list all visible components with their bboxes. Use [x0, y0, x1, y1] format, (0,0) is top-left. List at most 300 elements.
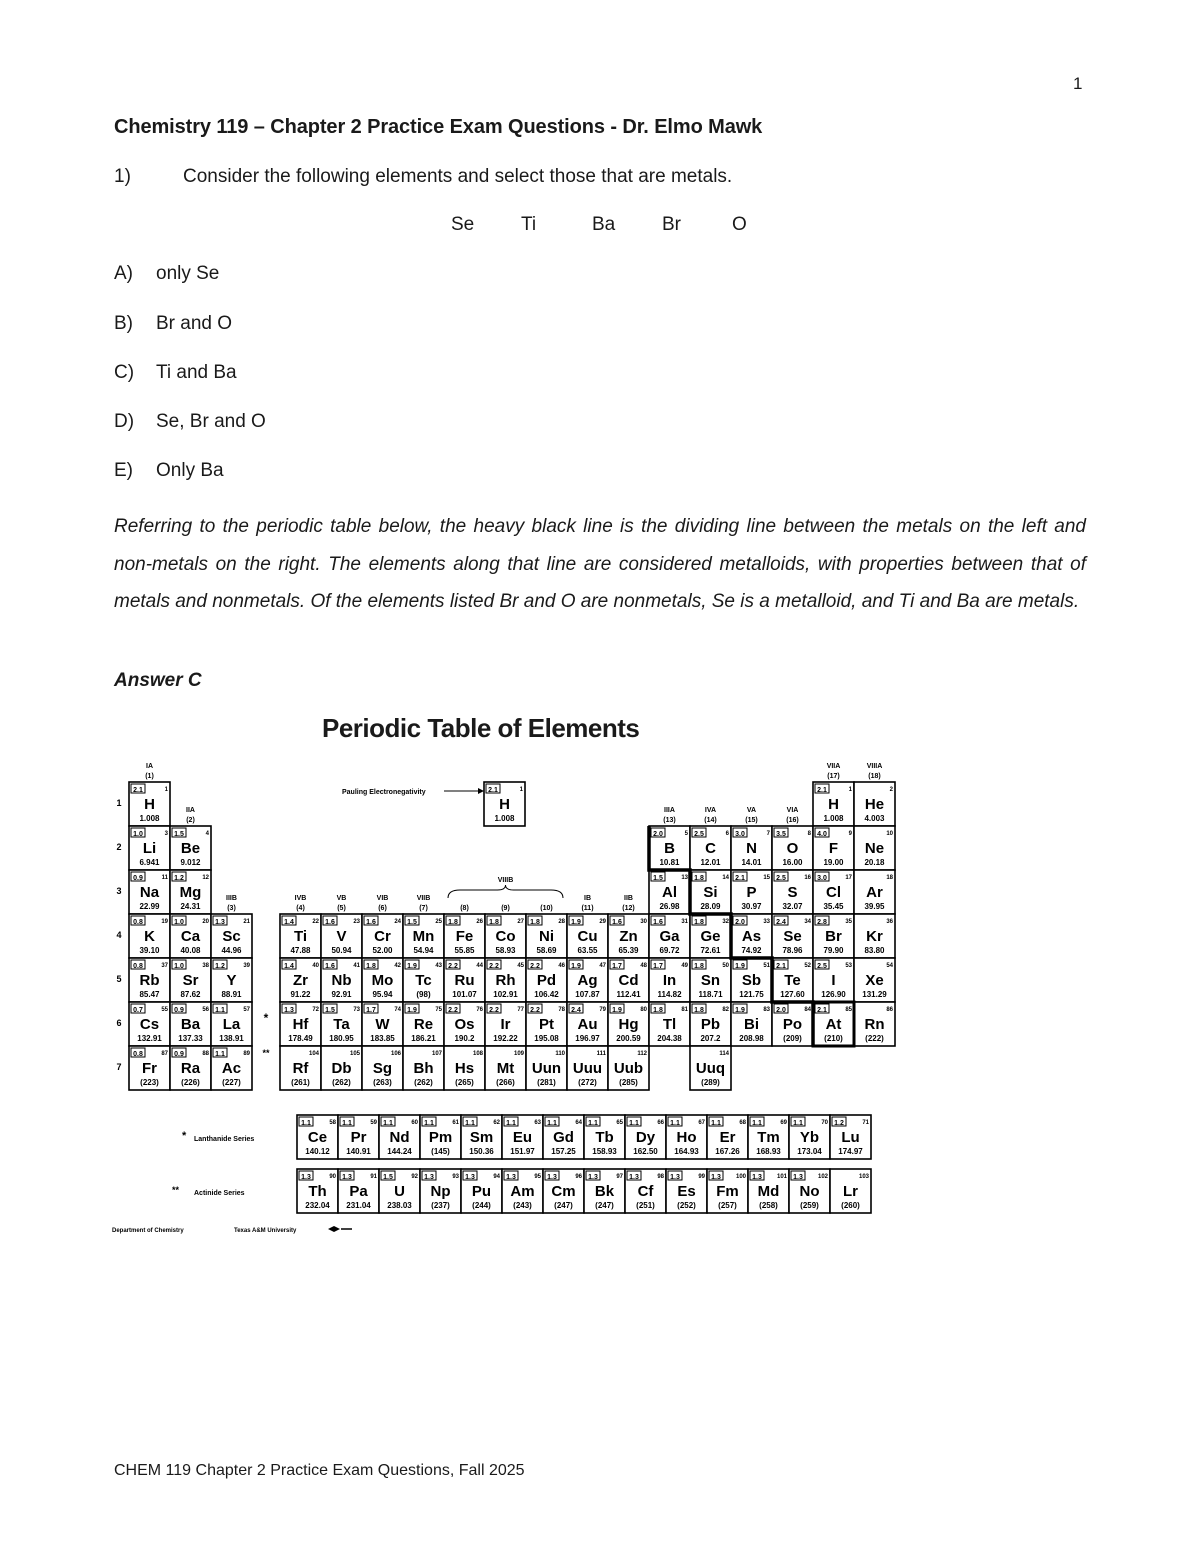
atomic-mass: 65.39	[618, 946, 639, 955]
atomic-mass: 30.97	[741, 902, 762, 911]
element-symbol: Cs	[139, 1016, 160, 1033]
electronegativity: 0.8	[133, 919, 143, 926]
atomic-mass: 40.08	[180, 946, 201, 955]
electronegativity: 1.3	[506, 1174, 516, 1181]
electronegativity: 2.1	[133, 787, 143, 794]
atomic-number: 60	[411, 1120, 418, 1126]
atomic-mass: (247)	[595, 1201, 614, 1210]
electronegativity: 1.9	[735, 963, 745, 970]
actinide-label: Actinide Series	[194, 1190, 245, 1197]
element-symbol: No	[799, 1183, 820, 1200]
group-number-label: (12)	[622, 905, 635, 912]
atomic-number: 49	[681, 963, 688, 969]
atomic-mass: 164.93	[674, 1147, 699, 1156]
period-label: 4	[116, 930, 122, 940]
element-symbol: Hs	[454, 1060, 475, 1077]
electronegativity: 2.1	[817, 1007, 827, 1014]
electronegativity: 2.1	[817, 787, 827, 794]
element-symbol: As	[741, 928, 762, 945]
atomic-number: 94	[493, 1174, 500, 1180]
atomic-number: 62	[493, 1120, 500, 1126]
electronegativity: 1.8	[694, 1007, 704, 1014]
electronegativity: 1.5	[174, 831, 184, 838]
element-symbol: Cd	[618, 972, 639, 989]
atomic-mass: 19.00	[823, 858, 844, 867]
atomic-number: 53	[845, 963, 852, 969]
atomic-number: 18	[886, 875, 893, 881]
atomic-number: 15	[763, 875, 770, 881]
group-number-label: (7)	[419, 905, 428, 912]
atomic-mass: 58.93	[495, 946, 516, 955]
atomic-mass: 157.25	[551, 1147, 576, 1156]
atomic-mass: 127.60	[780, 990, 805, 999]
answer-option-a: A) only Se	[114, 263, 220, 284]
atomic-number: 3	[164, 831, 168, 837]
atomic-number: 67	[698, 1120, 705, 1126]
electronegativity: 1.9	[571, 919, 581, 926]
electronegativity: 1.1	[383, 1120, 393, 1127]
periodic-table-title: Periodic Table of Elements	[322, 713, 640, 743]
atomic-mass: 167.26	[715, 1147, 740, 1156]
electronegativity: 1.7	[366, 1007, 376, 1014]
atomic-number: 55	[161, 1007, 168, 1013]
period-label: 3	[116, 886, 122, 896]
group-number-label: (17)	[827, 773, 840, 780]
element-symbol: H	[828, 796, 839, 813]
electronegativity: 1.4	[284, 963, 294, 970]
element-symbol: Pb	[700, 1016, 721, 1033]
lanthanide-marker: *	[263, 1011, 269, 1025]
electronegativity: 1.6	[325, 963, 335, 970]
electronegativity: 1.1	[506, 1120, 516, 1127]
atomic-number: 82	[722, 1007, 729, 1013]
atomic-mass: 88.91	[221, 990, 242, 999]
electronegativity: 1.6	[653, 919, 663, 926]
electronegativity: 3.0	[735, 831, 745, 838]
electronegativity: 1.8	[694, 963, 704, 970]
group-roman-label: IB	[584, 895, 591, 902]
element-symbol: Ho	[676, 1129, 697, 1146]
element-symbol: Sm	[469, 1129, 494, 1146]
element-symbol: Sg	[372, 1060, 393, 1077]
atomic-mass: 47.88	[290, 946, 311, 955]
electronegativity: 2.2	[530, 963, 540, 970]
atomic-number: 41	[353, 963, 360, 969]
explanation: Referring to the periodic table below, the heavy black line is the dividing line between the metals on the left and non-metals on the right. The elements along that line are considered metalloids, with properties between that of metals and nonmetals. Of the elements listed Br and O are nonmetals, Se is a metalloid, and Ti and Ba are metals.	[114, 516, 1086, 612]
element-symbol: Sn	[700, 972, 721, 989]
element-symbol: Pm	[428, 1129, 453, 1146]
element-symbol: H	[499, 796, 510, 813]
group-number-label: (8)	[460, 905, 469, 912]
atomic-number: 58	[329, 1120, 336, 1126]
group-number-label: (10)	[540, 905, 553, 912]
answer-option-b: B) Br and O	[114, 313, 233, 334]
atomic-mass: 174.97	[838, 1147, 863, 1156]
element-symbol: O	[786, 840, 799, 857]
atomic-mass: 1.008	[823, 814, 844, 823]
atomic-mass: 132.91	[137, 1034, 162, 1043]
electronegativity: 1.1	[465, 1120, 475, 1127]
atomic-mass: (145)	[431, 1147, 450, 1156]
atomic-mass: 69.72	[659, 946, 680, 955]
element-symbol: Ne	[864, 840, 885, 857]
electronegativity: 1.1	[215, 1007, 225, 1014]
electronegativity: 1.0	[174, 963, 184, 970]
element-symbol: Te	[784, 972, 801, 989]
electronegativity: 1.3	[424, 1174, 434, 1181]
atomic-mass: (261)	[291, 1078, 310, 1087]
atomic-mass: 232.04	[305, 1201, 330, 1210]
atomic-number: 19	[161, 919, 168, 925]
atomic-number: 109	[513, 1051, 524, 1057]
atomic-mass: 208.98	[739, 1034, 764, 1043]
element-symbol: Nb	[331, 972, 352, 989]
atomic-mass: 95.94	[372, 990, 393, 999]
electronegativity: 0.9	[133, 875, 143, 882]
element-symbol: He	[864, 796, 885, 813]
electronegativity: 0.9	[174, 1007, 184, 1014]
answer: Answer C	[114, 670, 202, 691]
atomic-mass: 196.97	[575, 1034, 600, 1043]
electronegativity: 1.8	[448, 919, 458, 926]
atomic-number: 21	[243, 919, 250, 925]
atomic-number: 95	[534, 1174, 541, 1180]
element-symbol: Re	[413, 1016, 434, 1033]
group-roman-label: IIB	[624, 895, 633, 902]
atomic-number: 75	[435, 1007, 442, 1013]
atomic-number: 48	[640, 963, 647, 969]
atomic-mass: 58.69	[536, 946, 557, 955]
atomic-number: 71	[862, 1120, 869, 1126]
atomic-number: 8	[807, 831, 811, 837]
electronegativity: 1.3	[793, 1174, 803, 1181]
element-symbol: Tc	[415, 972, 432, 989]
element-symbol: Am	[510, 1183, 535, 1200]
electronegativity: 1.8	[653, 1007, 663, 1014]
group-number-label: (6)	[378, 905, 387, 912]
electronegativity: 2.2	[448, 1007, 458, 1014]
atomic-number: 89	[243, 1051, 250, 1057]
electronegativity: 1.8	[530, 919, 540, 926]
atomic-mass: 20.18	[864, 858, 885, 867]
atomic-mass: 54.94	[413, 946, 434, 955]
electronegativity: 1.1	[215, 1051, 225, 1058]
period-label: 1	[116, 798, 122, 808]
atomic-mass: 126.90	[821, 990, 846, 999]
atomic-number: 84	[804, 1007, 811, 1013]
viiib-brace	[448, 885, 563, 898]
atomic-number: 76	[476, 1007, 483, 1013]
atomic-mass: 14.01	[741, 858, 762, 867]
electronegativity: 2.1	[488, 787, 498, 794]
element-symbol: Ta	[333, 1016, 350, 1033]
atomic-number: 61	[452, 1120, 459, 1126]
atomic-number: 79	[599, 1007, 606, 1013]
atomic-mass: (257)	[718, 1201, 737, 1210]
atomic-number: 70	[821, 1120, 828, 1126]
electronegativity: 0.8	[133, 963, 143, 970]
atomic-number: 28	[558, 919, 565, 925]
atomic-mass: 238.03	[387, 1201, 412, 1210]
element-symbol: Al	[662, 884, 677, 901]
atomic-number: 23	[353, 919, 360, 925]
atomic-mass: 50.94	[331, 946, 352, 955]
electronegativity: 2.1	[735, 875, 745, 882]
element-symbol: Ni	[539, 928, 554, 945]
element-symbol: W	[375, 1016, 390, 1033]
electronegativity: 2.2	[530, 1007, 540, 1014]
atomic-mass: 91.22	[290, 990, 311, 999]
atomic-mass: (262)	[332, 1078, 351, 1087]
atomic-mass: 106.42	[534, 990, 559, 999]
atomic-number: 9	[848, 831, 852, 837]
electronegativity: 2.2	[448, 963, 458, 970]
element-symbol: H	[144, 796, 155, 813]
element-symbol: Ac	[221, 1060, 242, 1077]
atomic-number: 32	[722, 919, 729, 925]
atomic-mass: 190.2	[454, 1034, 475, 1043]
atomic-number: 106	[390, 1051, 401, 1057]
element-item: Se	[451, 214, 475, 235]
element-symbol: Xe	[865, 972, 884, 989]
atomic-mass: 4.003	[864, 814, 885, 823]
atomic-mass: (98)	[416, 990, 431, 999]
element-symbol: Ba	[180, 1016, 201, 1033]
atomic-number: 66	[657, 1120, 664, 1126]
element-symbol: Lr	[843, 1183, 858, 1200]
electronegativity: 1.1	[629, 1120, 639, 1127]
atomic-number: 27	[517, 919, 524, 925]
element-symbol: Uun	[531, 1060, 562, 1077]
element-symbol: Np	[430, 1183, 451, 1200]
atomic-mass: (209)	[783, 1034, 802, 1043]
atomic-number: 83	[763, 1007, 770, 1013]
electronegativity: 1.8	[366, 963, 376, 970]
element-symbol: U	[394, 1183, 405, 1200]
electronegativity: 1.5	[407, 919, 417, 926]
period-label: 5	[116, 974, 122, 984]
element-symbol: Hg	[618, 1016, 639, 1033]
electronegativity: 1.2	[834, 1120, 844, 1127]
electronegativity: 1.3	[284, 1007, 294, 1014]
electronegativity: 2.4	[776, 919, 786, 926]
electronegativity: 1.1	[752, 1120, 762, 1127]
atomic-number: 50	[722, 963, 729, 969]
period-label: 2	[116, 842, 122, 852]
electronegativity: 1.3	[711, 1174, 721, 1181]
atomic-number: 25	[435, 919, 442, 925]
electronegativity: 2.4	[571, 1007, 581, 1014]
group-roman-label: VA	[746, 807, 757, 814]
atomic-mass: 158.93	[592, 1147, 617, 1156]
atomic-mass: 138.91	[219, 1034, 244, 1043]
element-symbol: Os	[454, 1016, 475, 1033]
atomic-number: 7	[766, 831, 770, 837]
group-roman-label: IVA	[704, 807, 717, 814]
element-symbol: C	[705, 840, 716, 857]
element-symbol: Ge	[700, 928, 721, 945]
element-symbol: Mn	[412, 928, 435, 945]
element-symbol: Uuq	[695, 1060, 726, 1077]
electronegativity: 1.3	[547, 1174, 557, 1181]
element-symbol: In	[662, 972, 677, 989]
atomic-mass: 79.90	[823, 946, 844, 955]
atomic-mass: 12.01	[700, 858, 721, 867]
atomic-number: 22	[312, 919, 319, 925]
atomic-mass: (262)	[414, 1078, 433, 1087]
element-symbol: Cu	[577, 928, 598, 945]
atomic-mass: 112.41	[616, 990, 641, 999]
element-symbol: Pu	[471, 1183, 492, 1200]
element-symbol: Ar	[866, 884, 883, 901]
element-symbol: Tl	[662, 1016, 677, 1033]
element-item: Ti	[521, 214, 537, 235]
atomic-mass: 6.941	[139, 858, 160, 867]
element-symbol: Kr	[866, 928, 883, 945]
atomic-number: 42	[394, 963, 401, 969]
atomic-number: 65	[616, 1120, 623, 1126]
atomic-number: 108	[472, 1051, 483, 1057]
electronegativity: 1.7	[653, 963, 663, 970]
electronegativity: 1.2	[174, 875, 184, 882]
group-number-label: (16)	[786, 817, 799, 824]
group-roman-label: IIIB	[226, 895, 237, 902]
atomic-number: 98	[657, 1174, 664, 1180]
atomic-mass: 35.45	[823, 902, 844, 911]
element-symbol: Yb	[799, 1129, 820, 1146]
atomic-mass: (222)	[865, 1034, 884, 1043]
atomic-number: 4	[205, 831, 209, 837]
element-symbol: Sr	[182, 972, 199, 989]
group-roman-label: VIB	[376, 895, 389, 902]
atomic-mass: (281)	[537, 1078, 556, 1087]
atomic-number: 64	[575, 1120, 582, 1126]
element-symbol: P	[746, 884, 757, 901]
electronegativity: 4.0	[817, 831, 827, 838]
element-symbol: Mo	[371, 972, 394, 989]
atomic-number: 104	[308, 1051, 319, 1057]
atomic-mass: (266)	[496, 1078, 515, 1087]
viiib-label: VIIIB	[497, 877, 514, 884]
group-number-label: (11)	[581, 905, 594, 912]
atomic-number: 2	[889, 787, 893, 793]
electronegativity: 1.6	[325, 919, 335, 926]
electronegativity: 0.9	[174, 1051, 184, 1058]
element-symbol: Ti	[293, 928, 308, 945]
atomic-number: 88	[202, 1051, 209, 1057]
electronegativity: 1.3	[342, 1174, 352, 1181]
electronegativity: 1.5	[653, 875, 663, 882]
element-symbol: Lu	[841, 1129, 860, 1146]
element-symbol: Mg	[179, 884, 202, 901]
atomic-number: 110	[555, 1051, 565, 1057]
atomic-number: 33	[763, 919, 770, 925]
pt-footer-diamond-icon	[328, 1226, 340, 1232]
atomic-number: 10	[886, 831, 893, 837]
atomic-mass: 55.85	[454, 946, 475, 955]
atomic-number: 6	[725, 831, 729, 837]
element-symbol: Rf	[292, 1060, 309, 1077]
electronegativity: 1.8	[694, 875, 704, 882]
group-number-label: (15)	[745, 817, 758, 824]
periodic-table	[110, 755, 910, 1245]
atomic-mass: 74.92	[741, 946, 762, 955]
electronegativity: 1.3	[215, 919, 225, 926]
page-footer: CHEM 119 Chapter 2 Practice Exam Questions, Fall 2025	[114, 1462, 525, 1479]
element-symbol: At	[825, 1016, 842, 1033]
atomic-number: 86	[886, 1007, 893, 1013]
atomic-mass: 131.29	[862, 990, 887, 999]
page-number: 1	[1073, 74, 1083, 93]
group-number-label: (13)	[663, 817, 676, 824]
group-number-label: (5)	[337, 905, 346, 912]
electronegativity: 2.8	[817, 919, 827, 926]
period-label: 6	[116, 1018, 122, 1028]
atomic-number: 101	[776, 1174, 787, 1180]
atomic-number: 16	[804, 875, 811, 881]
atomic-mass: 200.59	[616, 1034, 641, 1043]
atomic-number: 107	[431, 1051, 442, 1057]
element-symbol: Uuu	[572, 1060, 603, 1077]
atomic-mass: (252)	[677, 1201, 696, 1210]
element-symbol: Cf	[637, 1183, 654, 1200]
atomic-mass: 72.61	[700, 946, 721, 955]
atomic-mass: (210)	[824, 1034, 843, 1043]
group-number-label: (9)	[501, 905, 510, 912]
atomic-mass: 10.81	[659, 858, 680, 867]
atomic-number: 73	[353, 1007, 360, 1013]
atomic-mass: 78.96	[782, 946, 803, 955]
atomic-number: 77	[517, 1007, 524, 1013]
atomic-mass: 121.75	[739, 990, 764, 999]
electronegativity: 1.8	[694, 919, 704, 926]
atomic-number: 112	[637, 1051, 647, 1057]
atomic-mass: (260)	[841, 1201, 860, 1210]
element-symbol: Co	[495, 928, 516, 945]
atomic-mass: (272)	[578, 1078, 597, 1087]
atomic-mass: 173.04	[797, 1147, 822, 1156]
atomic-number: 90	[329, 1174, 336, 1180]
atomic-mass: 150.36	[469, 1147, 494, 1156]
atomic-number: 97	[616, 1174, 623, 1180]
electronegativity: 2.2	[489, 963, 499, 970]
atomic-mass: (244)	[472, 1201, 491, 1210]
element-symbol: Y	[226, 972, 237, 989]
electronegativity: 1.0	[133, 831, 143, 838]
atomic-number: 29	[599, 919, 606, 925]
atomic-number: 56	[202, 1007, 209, 1013]
electronegativity: 1.4	[284, 919, 294, 926]
element-symbol: Hf	[292, 1016, 309, 1033]
group-roman-label: IVB	[294, 895, 307, 902]
atomic-number: 81	[681, 1007, 688, 1013]
actinide-marker: **	[262, 1048, 270, 1058]
atomic-mass: 107.87	[575, 990, 600, 999]
atomic-number: 1	[164, 787, 168, 793]
electronegativity: 1.1	[342, 1120, 352, 1127]
atomic-mass: 186.21	[411, 1034, 436, 1043]
electronegativity: 1.9	[407, 963, 417, 970]
group-roman-label: VB	[336, 895, 347, 902]
group-number-label: (4)	[296, 905, 305, 912]
element-symbol: Br	[825, 928, 842, 945]
atomic-number: 87	[161, 1051, 168, 1057]
atomic-mass: (263)	[373, 1078, 392, 1087]
answer-option-d: D) Se, Br and O	[114, 411, 266, 432]
atomic-number: 37	[161, 963, 168, 969]
element-symbol: K	[144, 928, 155, 945]
electronegativity: 2.5	[817, 963, 827, 970]
